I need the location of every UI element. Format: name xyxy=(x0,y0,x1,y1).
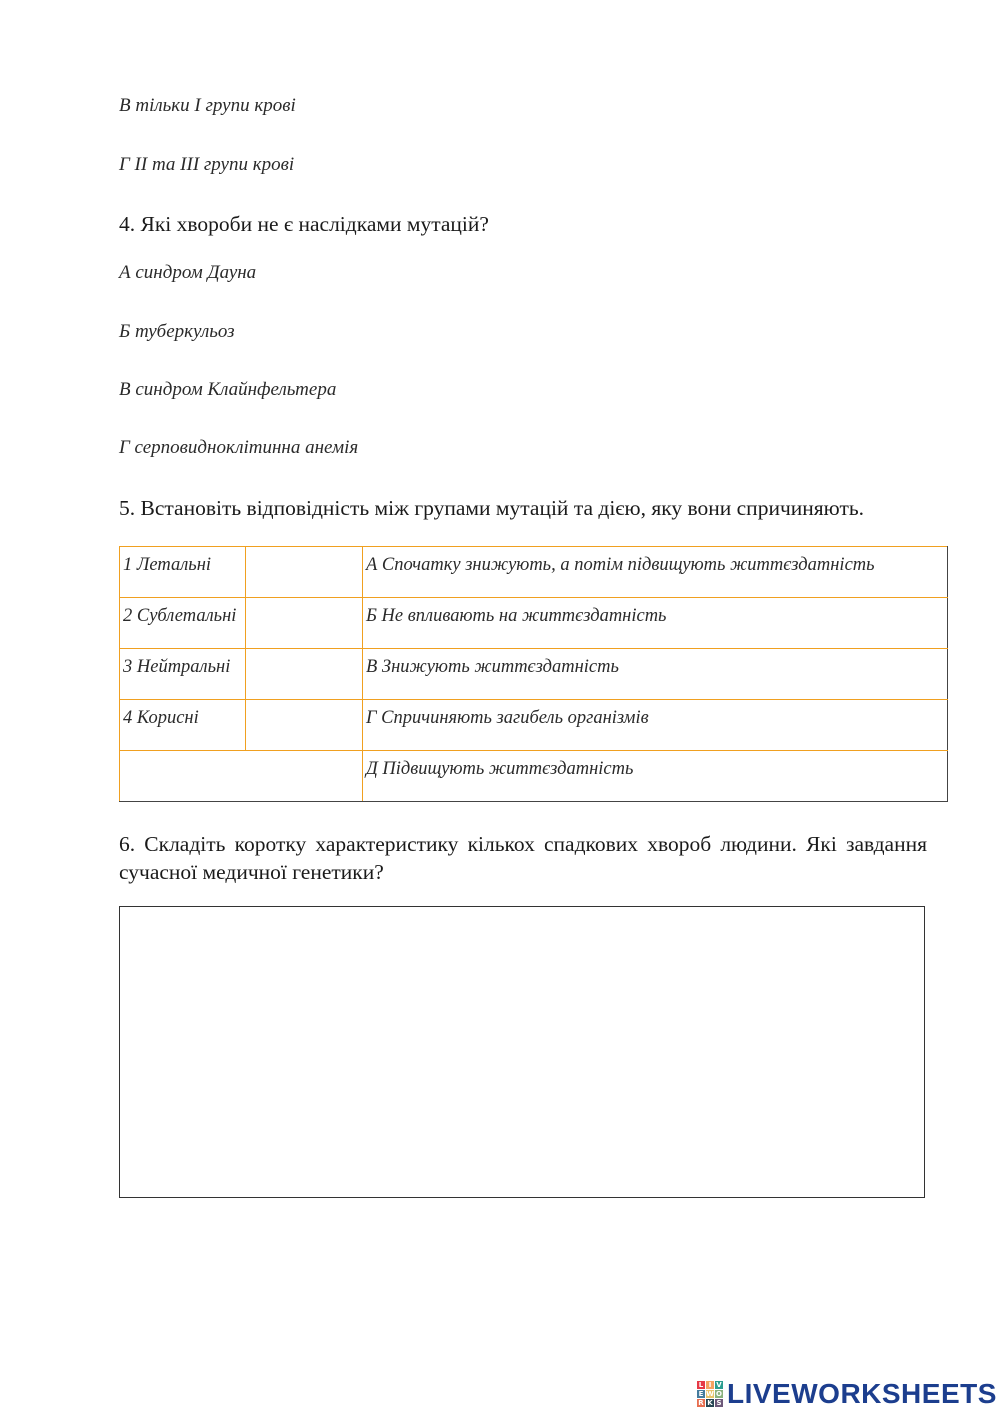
table-row xyxy=(120,751,948,802)
effect-v: В Знижують життєздатність xyxy=(363,649,948,700)
question-4: 4. Які хвороби не є наслідками мутацій? xyxy=(119,212,489,236)
q4-option-a: А синдром Дауна xyxy=(119,262,257,283)
q3-option-v: В тільки І групи крові xyxy=(119,95,296,116)
q3-option-g: Г ІІ та ІІІ групи крові xyxy=(119,154,295,175)
effect-g: Г Спричиняють загибель організмів xyxy=(363,700,948,751)
answer-cell-2[interactable] xyxy=(246,598,363,649)
mutation-group-4: 4 Корисні xyxy=(120,700,246,751)
table-row xyxy=(120,649,948,700)
mutation-group-3: 3 Нейтральні xyxy=(120,649,246,700)
table-row xyxy=(120,547,948,598)
mutation-group-1: 1 Летальні xyxy=(120,547,246,598)
q4-option-v: В синдром Клайнфельтера xyxy=(119,379,337,400)
answer-cell-4[interactable] xyxy=(246,700,363,751)
question-6: 6. Складіть коротку характеристику кількох спадкових хвороб людини. Які завдання сучасної медичної генетики? xyxy=(119,832,927,884)
table-row xyxy=(120,700,948,751)
logo-tile: W xyxy=(706,1390,714,1398)
logo-tile: S xyxy=(716,1399,722,1407)
logo-tile: O xyxy=(716,1390,722,1398)
brand-text: LIVEWORKSHEETS xyxy=(727,1378,997,1409)
matching-table xyxy=(119,546,948,802)
liveworksheets-logo-icon xyxy=(697,1381,723,1407)
mutation-group-2: 2 Сублетальні xyxy=(120,598,246,649)
effect-b: Б Не впливають на життєздатність xyxy=(363,598,948,649)
effect-d: Д Підвищують життєздатність xyxy=(363,751,948,802)
logo-tile: R xyxy=(698,1399,704,1407)
q4-option-b: Б туберкульоз xyxy=(119,321,235,342)
question-5: 5. Встановіть відповідність між групами мутацій та дією, яку вони спричиняють. xyxy=(119,496,865,520)
logo-tile: E xyxy=(698,1390,704,1398)
effect-a: А Спочатку знижують, а потім підвищують життєздатність xyxy=(363,547,948,598)
logo-tile: L xyxy=(698,1381,704,1389)
q6-answer-box[interactable] xyxy=(119,906,925,1198)
liveworksheets-brand xyxy=(697,1378,997,1410)
logo-tile: K xyxy=(707,1399,713,1407)
logo-tile: V xyxy=(716,1381,722,1389)
table-row xyxy=(120,598,948,649)
answer-cell-3[interactable] xyxy=(246,649,363,700)
answer-cell-1[interactable] xyxy=(246,547,363,598)
empty-cell xyxy=(120,751,363,802)
q4-option-g: Г серповидноклітинна анемія xyxy=(119,437,359,458)
logo-tile: I xyxy=(706,1381,714,1389)
